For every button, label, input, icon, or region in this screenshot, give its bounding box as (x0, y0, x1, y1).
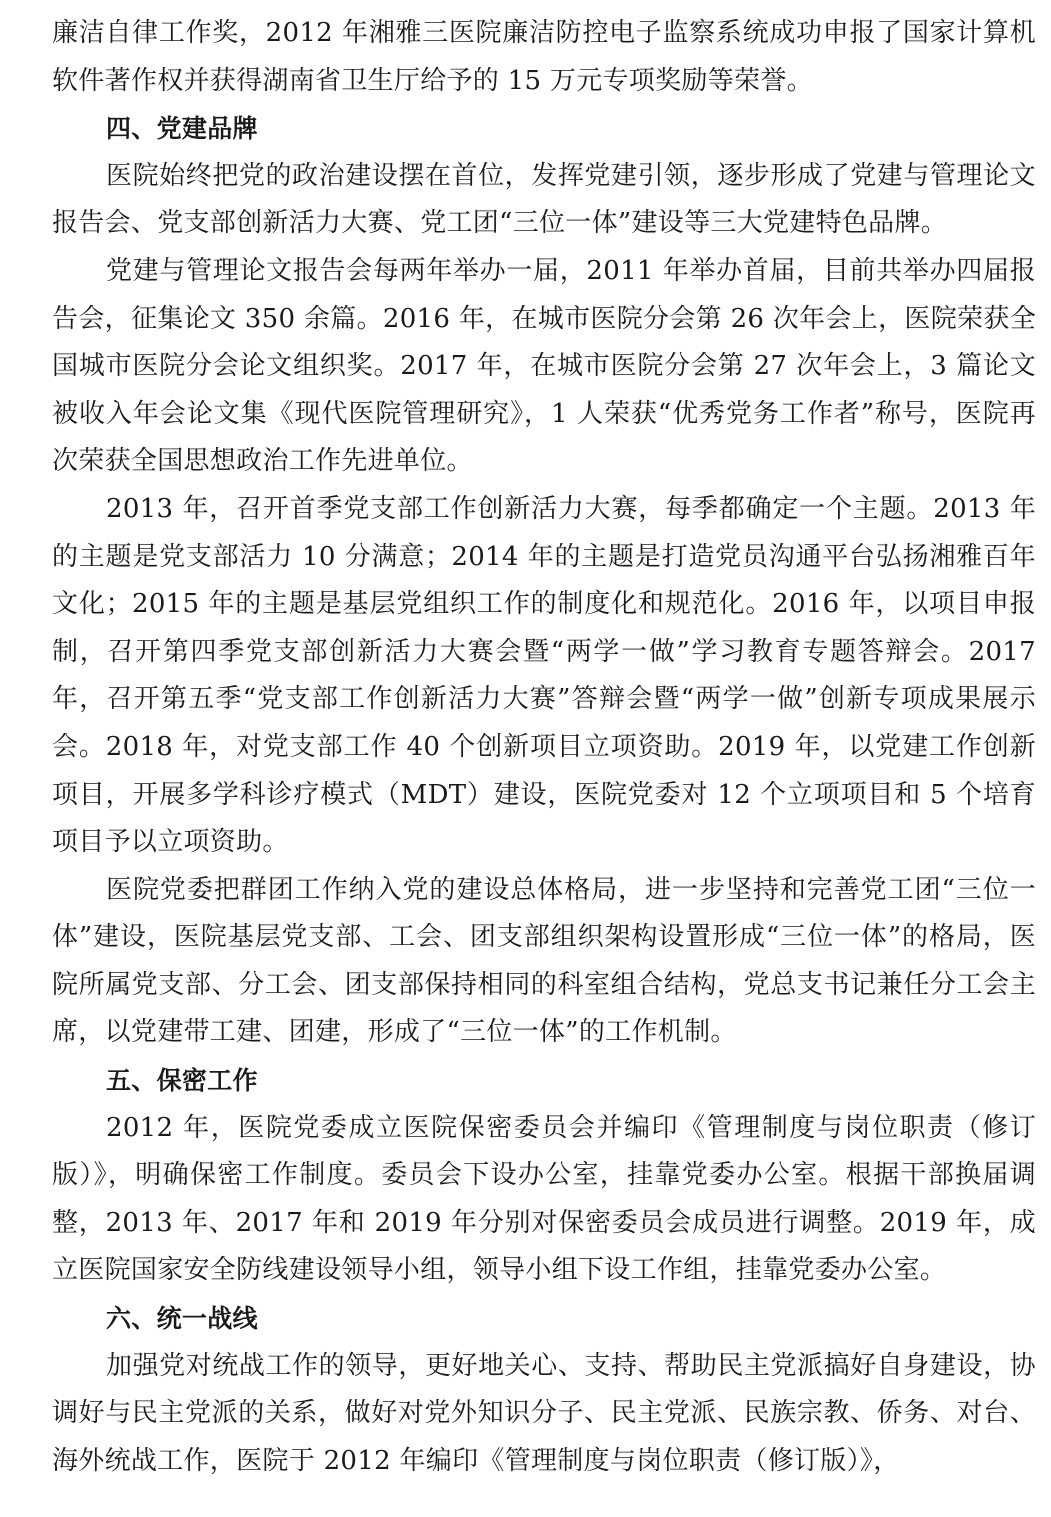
paragraph: 党建与管理论文报告会每两年举办一届，2011 年举办首届，目前共举办四届报告会，征集论文 350 余篇。2016 年，在城市医院分会第 26 次年会上，医院荣获全国城市医院分会论文组织奖。2017 年，在城市医院分会第 27 次年会上，3 篇论文被收入年会论文集《现代医院管理研究》，1 人荣获“优秀党务工作者”称号，医院再次荣获全国思想政治工作先进单位。 (52, 255, 1036, 477)
paragraph: 加强党对统战工作的领导，更好地关心、支持、帮助民主党派搞好自身建设，协调好与民主党派的关系，做好对党外知识分子、民主党派、民族宗教、侨务、对台、海外统战工作，医院于 2012 年编印《管理制度与岗位职责（修订版）》， (52, 1350, 1036, 1476)
section-heading-confidentiality: 五、保密工作 (106, 1066, 258, 1096)
paragraph: 2013 年，召开首季党支部工作创新活力大赛，每季都确定一个主题。2013 年的主题是党支部活力 10 分满意；2014 年的主题是打造党员沟通平台弘扬湘雅百年文化；2015 年的主题是基层党组织工作的制度化和规范化。2016 年，以项目申报制，召开第四季党支部创新活力大赛会暨“两学一做”学习教育专题答辩会。2017 年，召开第五季“党支部工作创新活力大赛”答辩会暨“两学一做”创新专项成果展示会。2018 年，对党支部工作 40 个创新项目立项资助。2019 年，以党建工作创新项目，开展多学科诊疗模式（MDT）建设，医院党委对 12 个立项项目和 5 个培育项目予以立项资助。 (52, 493, 1036, 858)
paragraph-continuation: 廉洁自律工作奖，2012 年湘雅三医院廉洁防控电子监察系统成功申报了国家计算机软件著作权并获得湖南省卫生厅给予的 15 万元专项奖励等荣誉。 (52, 18, 1036, 96)
section-heading-party-building: 四、党建品牌 (106, 114, 258, 144)
paragraph: 医院党委把群团工作纳入党的建设总体格局，进一步坚持和完善党工团“三位一体”建设，医院基层党支部、工会、团支部组织架构设置形成“三位一体”的格局，医院所属党支部、分工会、团支部保持相同的科室组合结构，党总支书记兼任分工会主席，以党建带工建、团建，形成了“三位一体”的工作机制。 (52, 874, 1036, 1048)
paragraph: 2012 年，医院党委成立医院保密委员会并编印《管理制度与岗位职责（修订版）》，明确保密工作制度。委员会下设办公室，挂靠党委办公室。根据干部换届调整，2013 年、2017 年和 2019 年分别对保密委员会成员进行调整。2019 年，成立医院国家安全防线建设领导小组，领导小组下设工作组，挂靠党委办公室。 (52, 1112, 1036, 1286)
paragraph: 医院始终把党的政治建设摆在首位，发挥党建引领，逐步形成了党建与管理论文报告会、党支部创新活力大赛、党工团“三位一体”建设等三大党建特色品牌。 (52, 160, 1036, 239)
document-page (52, 10, 1036, 1485)
section-heading-united-front: 六、统一战线 (106, 1304, 258, 1334)
